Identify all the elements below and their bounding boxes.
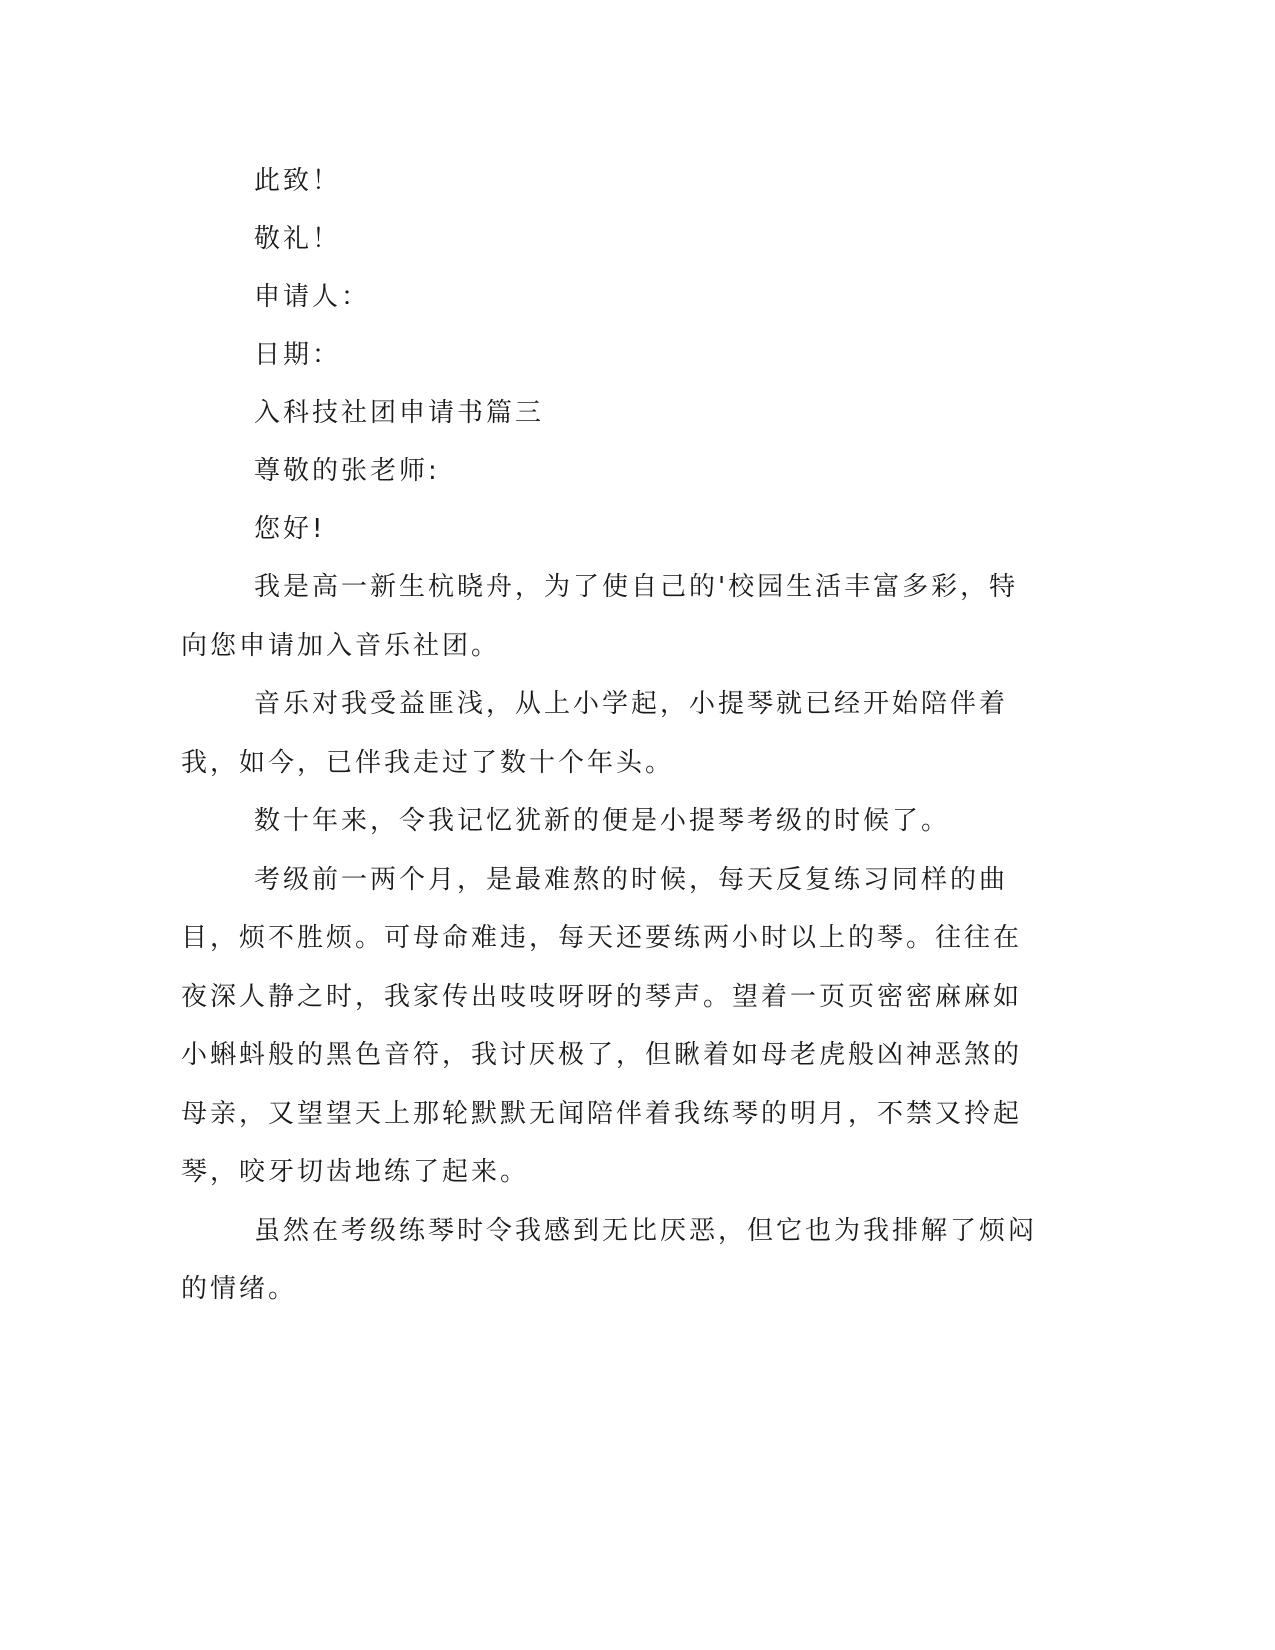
paragraph-music-history: 音乐对我受益匪浅，从上小学起，小提琴就已经开始陪伴着我，如今，已伴我走过了数十个年头。	[181, 689, 1009, 778]
section-title: 入科技社团申请书篇三	[254, 398, 545, 428]
paragraph-conclusion: 虽然在考级练琴时令我感到无比厌恶，但它也为我排解了烦闷的情绪。	[181, 1215, 1038, 1304]
greeting-hello: 您好!	[254, 514, 326, 544]
paragraph-practice: 考级前一两个月，是最难熬的时候，每天反复练习同样的曲目，烦不胜烦。可母命难违，每天还要练两小时以上的琴。往往在夜深人静之时，我家传出吱吱呀呀的琴声。望着一页页密密麻麻如小蝌蚪般的黑色音符，我讨厌极了，但瞅着如母老虎般凶神恶煞的母亲，又望望天上那轮默默无闻陪伴着我练琴的明月，不禁又拎起琴，咬牙切齿地练了起来。	[181, 864, 1023, 1187]
greeting-recipient: 尊敬的张老师:	[254, 456, 440, 486]
paragraph-memory: 数十年来，令我记忆犹新的便是小提琴考级的时候了。	[254, 806, 951, 836]
applicant-label: 申请人：	[254, 282, 371, 312]
document-body	[181, 152, 1041, 1319]
closing-salutation: 此致！	[254, 166, 342, 196]
closing-regards: 敬礼！	[254, 224, 342, 254]
date-label: 日期：	[254, 340, 342, 370]
paragraph-intro: 我是高一新生杭晓舟，为了使自己的'校园生活丰富多彩，特向您申请加入音乐社团。	[181, 572, 1019, 661]
